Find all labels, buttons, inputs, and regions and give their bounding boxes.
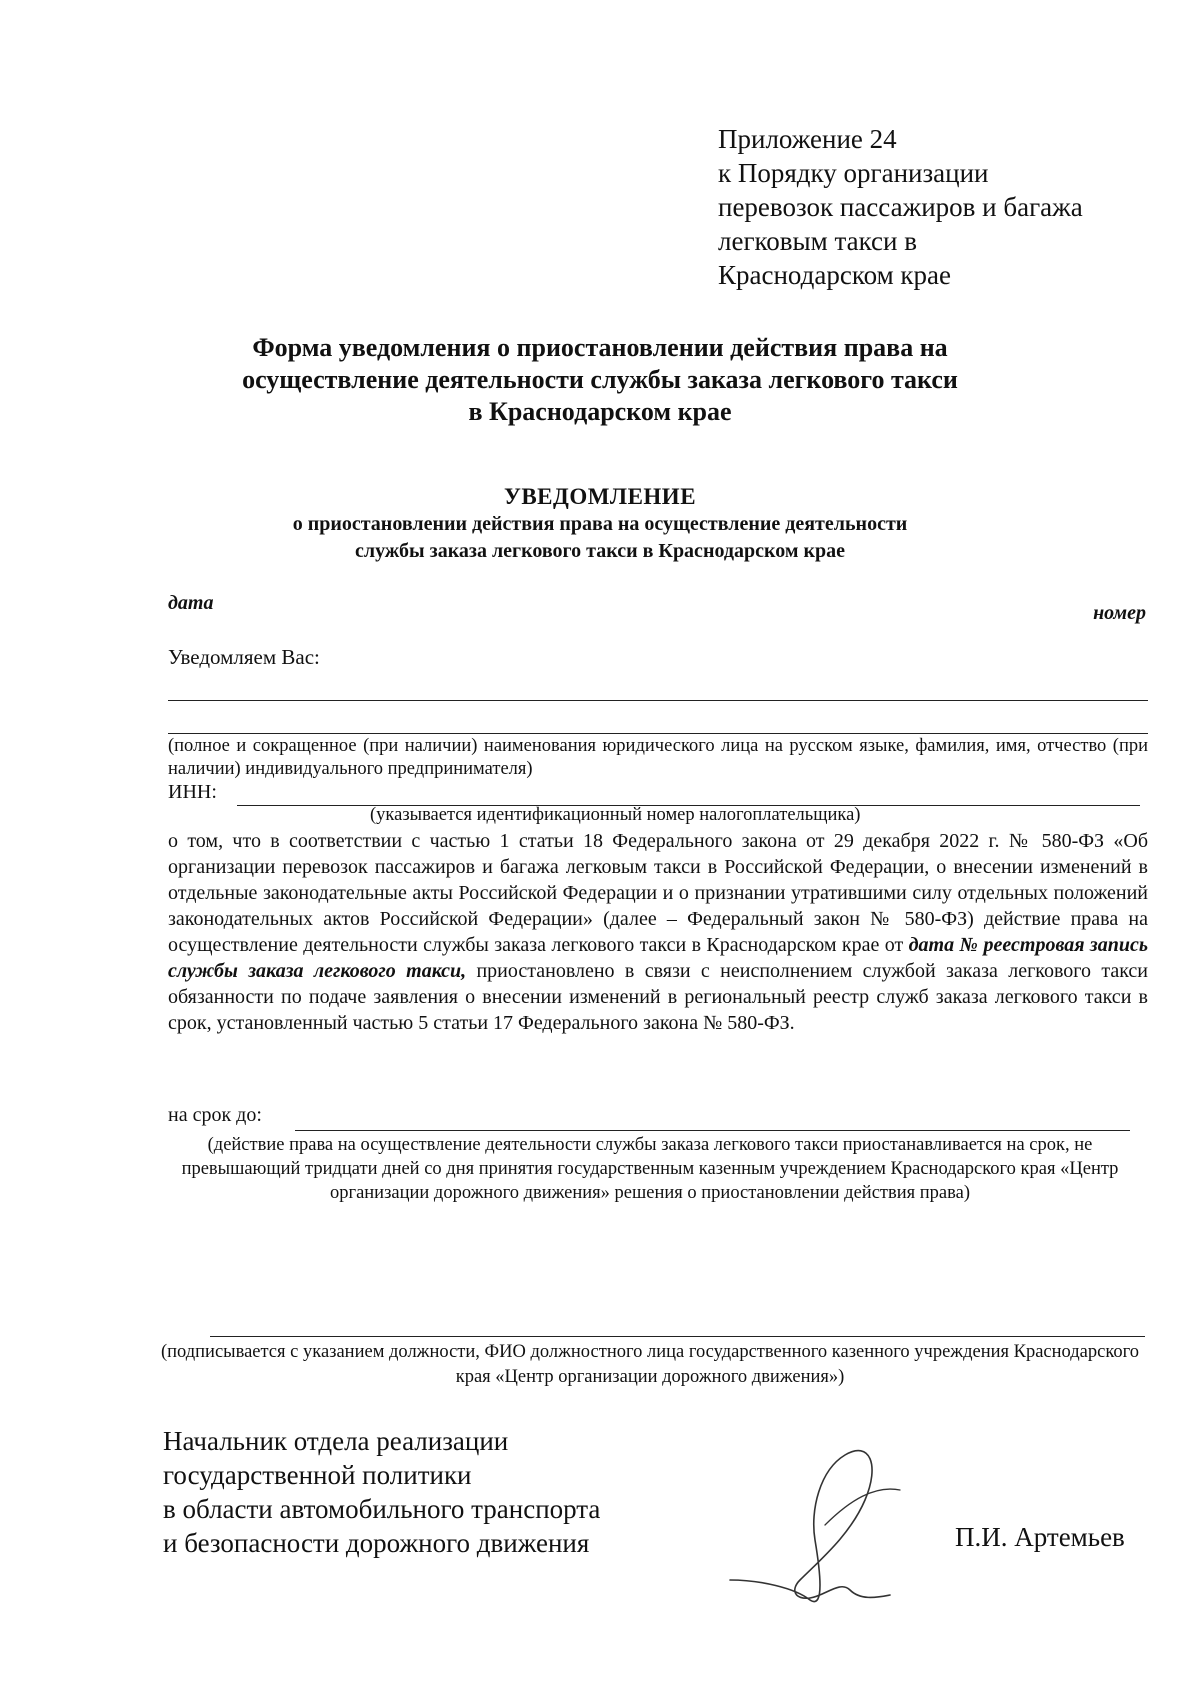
- appendix-line: перевозок пассажиров и багажа: [718, 192, 1083, 222]
- signatory-position-line: Начальник отдела реализации: [163, 1426, 509, 1456]
- term-fill-line: [295, 1130, 1130, 1131]
- appendix-line: Краснодарском крае: [718, 260, 952, 290]
- appendix-reference: [718, 122, 1083, 292]
- inn-label: ИНН:: [168, 781, 217, 803]
- appendix-line: Приложение 24: [718, 124, 897, 154]
- recipient-fill-line-1: [168, 700, 1148, 701]
- signatory-position-line: и безопасности дорожного движения: [163, 1528, 590, 1558]
- term-label: на срок до:: [168, 1104, 262, 1126]
- signature-caption: (подписывается с указанием должности, ФИО должностного лица государственного казенного учреждения Краснодарского края «Центр организации дорожного движения»): [160, 1342, 1140, 1387]
- appendix-line: к Порядку организации: [718, 158, 989, 188]
- notice-subheading-line: службы заказа легкового такси в Краснодарском крае: [354, 540, 846, 562]
- form-title-line: осуществление деятельности службы заказа легкового такси: [242, 365, 958, 394]
- notice-heading: УВЕДОМЛЕНИЕ: [503, 484, 697, 509]
- appendix-line: легковым такси в: [718, 226, 917, 256]
- notice-body-text: о том, что в соответствии с частью 1 статьи 18 Федерального закона от 29 декабря 2022 г. № 580-ФЗ «Об организации перевозок пассажиров и багажа легковым такси в Российской Федерации, о внесении изменений в отдельные законодательные акты Российской Федерации и о признании утратившими силу отдельных положений законодательных актов Российской Федерации» (далее – Федеральный закон № 580-ФЗ) действие права на осуществление деятельности службы заказа легкового такси в Краснодарском крае от: [168, 830, 1148, 956]
- form-title-line: Форма уведомления о приостановлении действия права на: [252, 333, 948, 362]
- handwritten-signature: [700, 1430, 920, 1630]
- signatory-name: П.И. Артемьев: [955, 1522, 1125, 1552]
- notify-label: Уведомляем Вас:: [168, 645, 320, 669]
- form-title-line: в Краснодарском крае: [468, 397, 732, 426]
- notice-subheading-line: о приостановлении действия права на осуществление деятельности: [292, 513, 908, 535]
- signature-fill-line: [210, 1336, 1145, 1337]
- signatory-position: [163, 1424, 600, 1560]
- registry-entry-placeholder: дата № реестровая запись службы заказа легкового такси,: [168, 934, 1148, 982]
- term-caption: (действие права на осуществление деятельности службы заказа легкового такси приостанавливается на срок, не превышающий тридцати дней со дня принятия государственным казенным учреждением Краснодарского края «Центр организации дорожного движения» решения о приостановлении действия права): [181, 1135, 1119, 1203]
- form-title: [150, 332, 1050, 428]
- number-label: номер: [1093, 602, 1146, 624]
- date-label: дата: [168, 592, 214, 614]
- notice-body-text-continued: приостановлено в связи с неисполнением службой заказа легкового такси обязанности по подаче заявления о внесении изменений в региональный реестр служб заказа легкового такси в срок, установленный частью 5 статьи 17 Федерального закона № 580-ФЗ.: [168, 960, 1149, 1034]
- legal-entity-caption: (полное и сокращенное (при наличии) наименования юридического лица на русском языке, фамилия, имя, отчество (при наличии) индивидуального предпринимателя): [168, 736, 1148, 779]
- signatory-position-line: в области автомобильного транспорта: [163, 1494, 601, 1524]
- inn-caption: (указывается идентификационный номер налогоплательщика): [370, 805, 861, 825]
- recipient-fill-line-2: [168, 733, 1148, 734]
- notice-body: [168, 828, 1148, 1036]
- notice-header: [150, 483, 1050, 565]
- signatory-position-line: государственной политики: [163, 1460, 472, 1490]
